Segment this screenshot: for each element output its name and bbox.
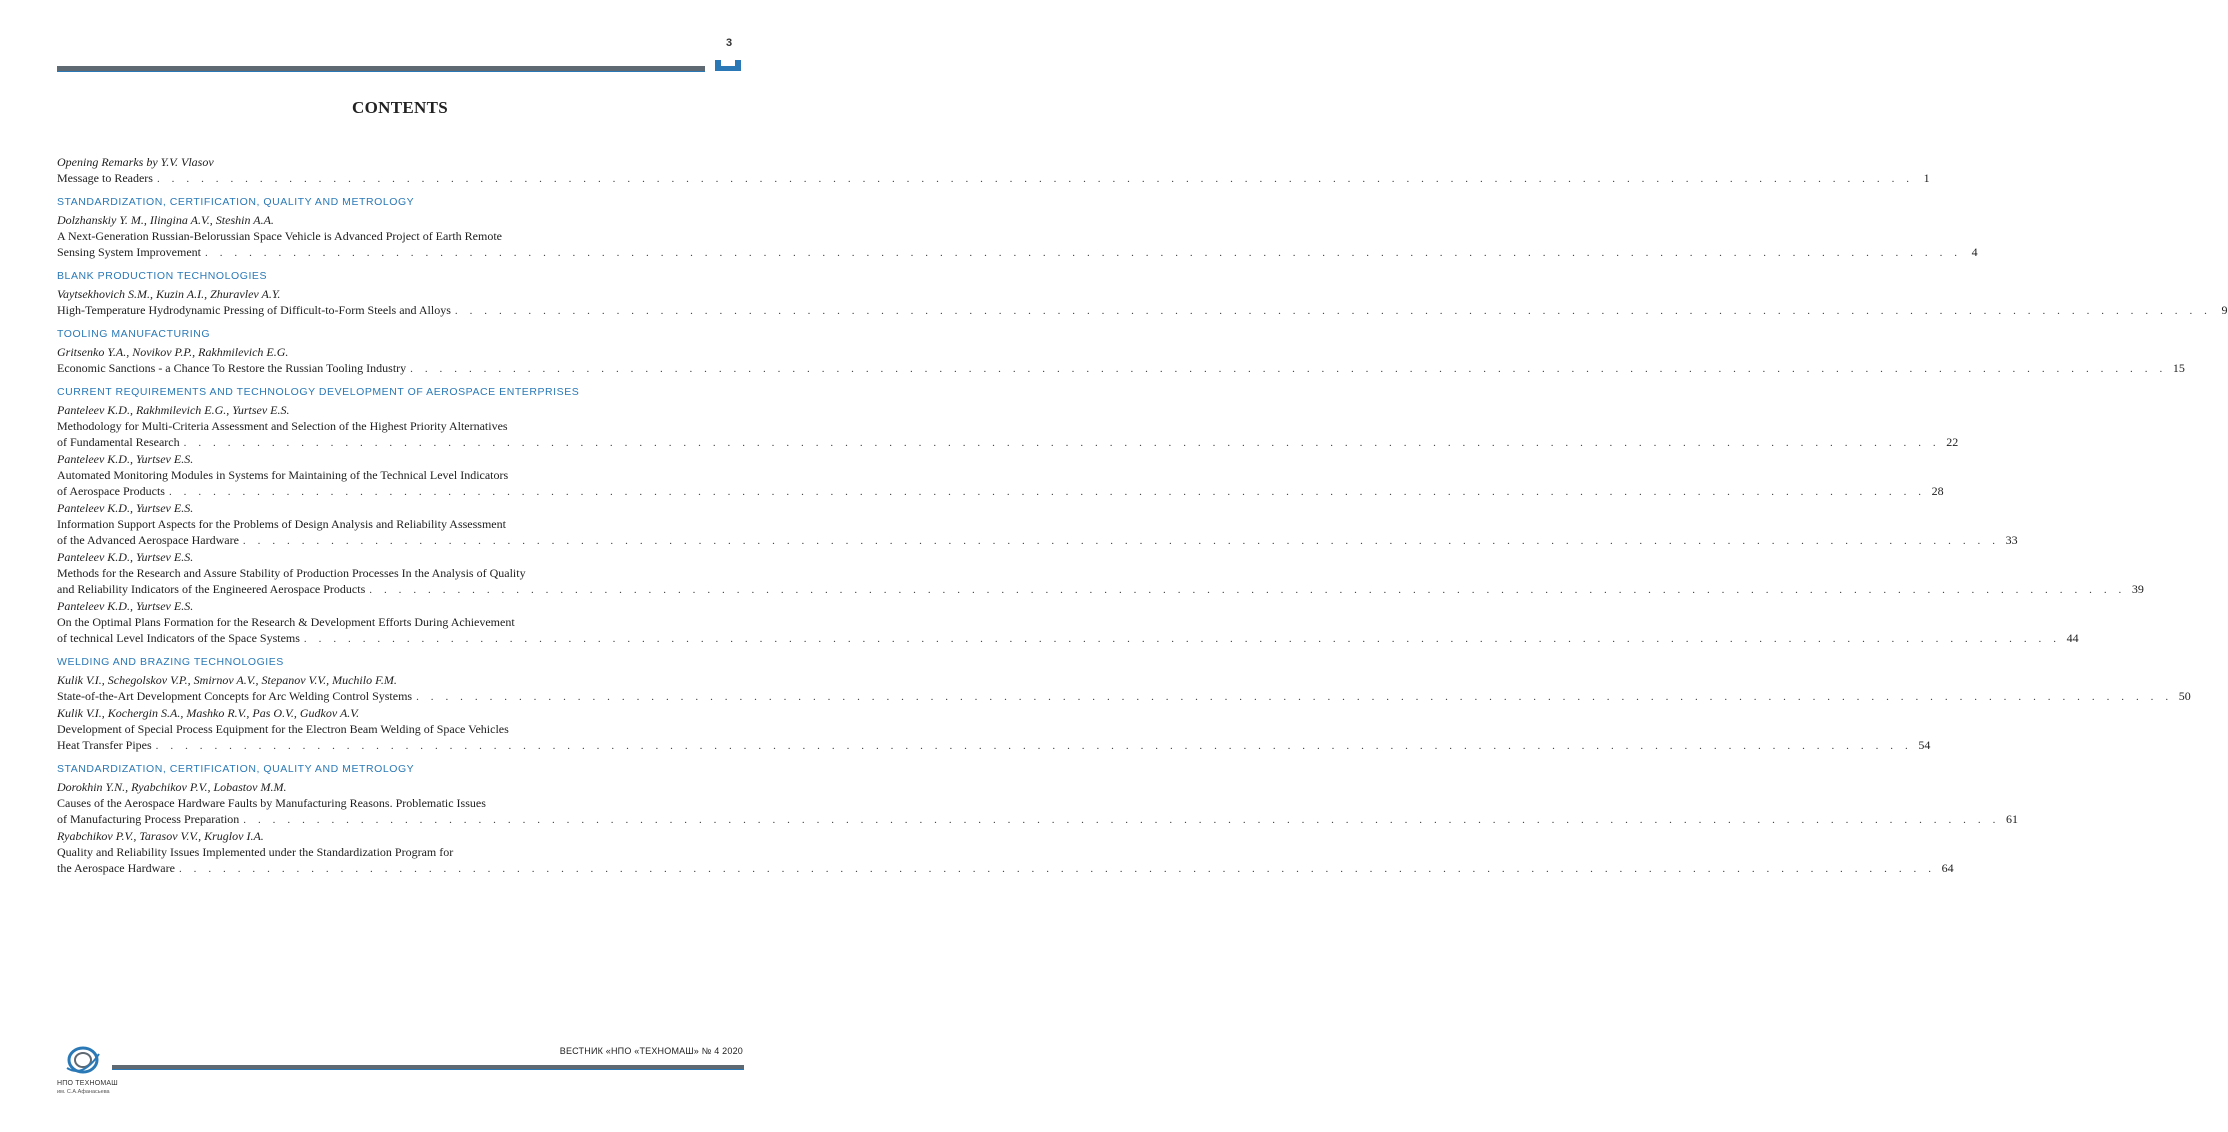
dot-leader: . . . . . . . . . . . . . . . . . . . . . . . . . . . . . . . . . . . . . . . . . . . . . . . . . . . . . . . . . . . . . . . . . . . . . . . . . . . . . . . . . . . . . . . . . . . . . . . . . . . . . . . . . . . . . . . . . . . . . . . . (183, 437, 1941, 449)
entry-authors: Opening Remarks by Y.V. Vlasov (57, 155, 214, 169)
logo-subtitle: им. С.А.Афанасьева (57, 1089, 110, 1095)
entry-title-text: Message to Readers (57, 171, 153, 185)
entry-title-line: Information Support Aspects for the Problems of Design Analysis and Reliability Assessment (57, 517, 506, 531)
entry-page-number: 28 (1931, 484, 1944, 498)
entry-title-text: Economic Sanctions - a Chance To Restore the Russian Tooling Industry (57, 361, 407, 375)
entry-title-text: of the Advanced Aerospace Hardware (57, 533, 239, 547)
entry-title (57, 228, 1978, 261)
toc-section (57, 327, 2185, 377)
entry-title (57, 688, 2191, 705)
entry-title-line: Quality and Reliability Issues Implemented under the Standardization Program for (57, 845, 454, 859)
page-title: CONTENTS (352, 98, 448, 117)
entry-page-number: 33 (2005, 533, 2018, 547)
dot-leader: . . . . . . . . . . . . . . . . . . . . . . . . . . . . . . . . . . . . . . . . . . . . . . . . . . . . . . . . . . . . . . . . . . . . . . . . . . . . . . . . . . . . . . . . . . . . . . . . . . . . . . . . . . . . . . . . . . . . . . . . (454, 305, 2212, 317)
entry-title-text: High-Temperature Hydrodynamic Pressing of Difficult-to-Form Steels and Alloys (57, 303, 451, 317)
entry-page-number: 4 (1971, 245, 1978, 259)
toc-entry[interactable] (57, 286, 2228, 319)
toc-entry[interactable] (57, 344, 2185, 377)
entry-page-number: 54 (1918, 738, 1931, 752)
entry-title-line (57, 434, 1959, 451)
entry-authors: Panteleev K.D., Yurtsev E.S. (57, 452, 194, 466)
entry-title-text: Heat Transfer Pipes (57, 738, 152, 752)
dot-leader: . . . . . . . . . . . . . . . . . . . . . . . . . . . . . . . . . . . . . . . . . . . . . . . . . . . . . . . . . . . . . . . . . . . . . . . . . . . . . . . . . . . . . . . . . . . . . . . . . . . . . . . . . . . . . . . . . . . . . . . . (168, 486, 1926, 498)
entry-title-line (57, 302, 2228, 319)
entry-page-number: 39 (2131, 582, 2144, 596)
section-heading: CURRENT REQUIREMENTS AND TECHNOLOGY DEVELOPMENT OF AEROSPACE ENTERPRISES (57, 386, 580, 398)
toc-entry[interactable] (57, 779, 2018, 828)
toc-entry[interactable] (57, 500, 2018, 549)
entry-title (57, 516, 2018, 549)
entry-page-number: 1 (1923, 171, 1930, 185)
entry-title-line (57, 811, 2018, 828)
logo-name: НПО ТЕХНОМАШ (57, 1080, 118, 1087)
entry-title-line (57, 170, 1930, 187)
journal-name: ВЕСТНИК «НПО «ТЕХНОМАШ» № 4 2020 (559, 1046, 743, 1056)
entry-title-line (57, 244, 1978, 261)
dot-leader: . . . . . . . . . . . . . . . . . . . . . . . . . . . . . . . . . . . . . . . . . . . . . . . . . . . . . . . . . . . . . . . . . . . . . . . . . . . . . . . . . . . . . . . . . . . . . . . . . . . . . . . . . . . . . . . . . . . . . . . . (205, 247, 1962, 259)
toc-section (57, 195, 1978, 261)
section-heading: STANDARDIZATION, CERTIFICATION, QUALITY AND METROLOGY (57, 763, 415, 775)
entry-title (57, 467, 1944, 500)
entry-authors: Kulik V.I., Schegolskov V.P., Smirnov A.V., Stepanov V.V., Muchilo F.M. (57, 673, 397, 687)
entry-title-line: A Next-Generation Russian-Belorussian Space Vehicle is Advanced Project of Earth Remote (57, 229, 502, 243)
entry-title-text: Sensing System Improvement (57, 245, 201, 259)
dot-leader: . . . . . . . . . . . . . . . . . . . . . . . . . . . . . . . . . . . . . . . . . . . . . . . . . . . . . . . . . . . . . . . . . . . . . . . . . . . . . . . . . . . . . . . . . . . . . . . . . . . . . . . . . . . . . . . . . . . . . . . . (242, 535, 2000, 547)
header-rule-accent (57, 71, 705, 72)
entry-page-number: 44 (2066, 631, 2079, 645)
entry-title (57, 360, 2185, 377)
toc-entry[interactable] (57, 402, 1959, 451)
toc-section (57, 269, 2228, 319)
entry-title-text: and Reliability Indicators of the Engineered Aerospace Products (57, 582, 366, 596)
entry-title-text: the Aerospace Hardware (57, 861, 175, 875)
entry-authors: Vaytsekhovich S.M., Kuzin A.I., Zhuravlev A.Y. (57, 287, 281, 301)
entry-title-line (57, 630, 2079, 647)
entry-title (57, 418, 1959, 451)
entry-page-number: 61 (2005, 812, 2018, 826)
entry-title-line: Methods for the Research and Assure Stability of Production Processes In the Analysis of Quality (57, 566, 526, 580)
entry-title-text: State-of-the-Art Development Concepts for Arc Welding Control Systems (57, 689, 413, 703)
entry-authors: Panteleev K.D., Yurtsev E.S. (57, 501, 194, 515)
toc-section (57, 385, 2144, 647)
entry-title-line (57, 860, 1954, 877)
entry-page-number: 9 (2221, 303, 2228, 317)
toc-entry[interactable] (57, 451, 1944, 500)
dot-leader: . . . . . . . . . . . . . . . . . . . . . . . . . . . . . . . . . . . . . . . . . . . . . . . . . . . . . . . . . . . . . . . . . . . . . . . . . . . . . . . . . . . . . . . . . . . . . . . . . . . . . . . . . . . . . . . . . . . . . . . . (303, 633, 2061, 645)
toc-section (57, 154, 1930, 187)
entry-title-line: Causes of the Aerospace Hardware Faults by Manufacturing Reasons. Problematic Issues (57, 796, 486, 810)
entry-page-number: 64 (1941, 861, 1954, 875)
entry-title (57, 721, 1931, 754)
toc-entry[interactable] (57, 154, 1930, 187)
dot-leader: . . . . . . . . . . . . . . . . . . . . . . . . . . . . . . . . . . . . . . . . . . . . . . . . . . . . . . . . . . . . . . . . . . . . . . . . . . . . . . . . . . . . . . . . . . . . . . . . . . . . . . . . . . . . . . . . . . . . . . . . (369, 584, 2126, 596)
page-number: 3 (725, 37, 733, 49)
entry-title-line (57, 688, 2191, 705)
entry-title-line (57, 483, 1944, 500)
entry-title-text: of Fundamental Research (57, 435, 180, 449)
entry-title-line: On the Optimal Plans Formation for the Research & Development Efforts During Achievement (57, 615, 515, 629)
toc-entry[interactable] (57, 549, 2144, 598)
page-tab-icon (713, 58, 743, 74)
toc-section (57, 762, 2018, 877)
dot-leader: . . . . . . . . . . . . . . . . . . . . . . . . . . . . . . . . . . . . . . . . . . . . . . . . . . . . . . . . . . . . . . . . . . . . . . . . . . . . . . . . . . . . . . . . . . . . . . . . . . . . . . . . . . . . . . . . . . . . . . . . (156, 173, 1914, 185)
toc-entry[interactable] (57, 828, 1954, 877)
entry-authors: Gritsenko Y.A., Novikov P.P., Rakhmilevich E.G. (57, 345, 289, 359)
entry-page-number: 50 (2178, 689, 2191, 703)
entry-title-line (57, 360, 2185, 377)
entry-authors: Dolzhanskiy Y. M., Ilingina A.V., Steshin A.A. (57, 213, 274, 227)
entry-authors: Ryabchikov P.V., Tarasov V.V., Kruglov I.A. (57, 829, 264, 843)
entry-authors: Panteleev K.D., Yurtsev E.S. (57, 550, 194, 564)
toc-entry[interactable] (57, 598, 2079, 647)
entry-authors: Dorokhin Y.N., Ryabchikov P.V., Lobastov M.M. (57, 780, 287, 794)
entry-title (57, 170, 1930, 187)
entry-title-text: of Aerospace Products (57, 484, 165, 498)
entry-title-line: Methodology for Multi-Criteria Assessment and Selection of the Highest Priority Alternatives (57, 419, 508, 433)
entry-title (57, 565, 2144, 598)
toc-section (57, 655, 2191, 754)
dot-leader: . . . . . . . . . . . . . . . . . . . . . . . . . . . . . . . . . . . . . . . . . . . . . . . . . . . . . . . . . . . . . . . . . . . . . . . . . . . . . . . . . . . . . . . . . . . . . . . . . . . . . . . . . . . . . . . . . . . . . . . . (243, 814, 2000, 826)
entry-title-line (57, 581, 2144, 598)
dot-leader: . . . . . . . . . . . . . . . . . . . . . . . . . . . . . . . . . . . . . . . . . . . . . . . . . . . . . . . . . . . . . . . . . . . . . . . . . . . . . . . . . . . . . . . . . . . . . . . . . . . . . . . . . . . . . . . . . . . . . . . . (155, 740, 1913, 752)
entry-title-line: Development of Special Process Equipment for the Electron Beam Welding of Space Vehicles (57, 722, 509, 736)
table-of-contents (57, 154, 2228, 880)
entry-title (57, 302, 2228, 319)
toc-entry[interactable] (57, 705, 1931, 754)
section-heading: BLANK PRODUCTION TECHNOLOGIES (57, 270, 268, 282)
toc-entry[interactable] (57, 212, 1978, 261)
entry-authors: Panteleev K.D., Yurtsev E.S. (57, 599, 194, 613)
toc-entry[interactable] (57, 672, 2191, 705)
footer-rule-accent (112, 1069, 744, 1070)
entry-title-line (57, 737, 1931, 754)
entry-title (57, 614, 2079, 647)
entry-page-number: 22 (1946, 435, 1959, 449)
entry-title (57, 795, 2018, 828)
dot-leader: . . . . . . . . . . . . . . . . . . . . . . . . . . . . . . . . . . . . . . . . . . . . . . . . . . . . . . . . . . . . . . . . . . . . . . . . . . . . . . . . . . . . . . . . . . . . . . . . . . . . . . . . . . . . . . . . . . . . . . . . (178, 863, 1936, 875)
entry-title-text: of technical Level Indicators of the Space Systems (57, 631, 300, 645)
entry-page-number: 15 (2172, 361, 2185, 375)
entry-authors: Panteleev K.D., Rakhmilevich E.G., Yurtsev E.S. (57, 403, 290, 417)
section-heading: TOOLING MANUFACTURING (57, 328, 211, 340)
section-heading: WELDING AND BRAZING TECHNOLOGIES (57, 656, 284, 668)
entry-title-line: Automated Monitoring Modules in Systems for Maintaining of the Technical Level Indicators (57, 468, 509, 482)
section-heading: STANDARDIZATION, CERTIFICATION, QUALITY AND METROLOGY (57, 196, 415, 208)
entry-title-text: of Manufacturing Process Preparation (57, 812, 240, 826)
entry-authors: Kulik V.I., Kochergin S.A., Mashko R.V., Pas O.V., Gudkov A.V. (57, 706, 360, 720)
dot-leader: . . . . . . . . . . . . . . . . . . . . . . . . . . . . . . . . . . . . . . . . . . . . . . . . . . . . . . . . . . . . . . . . . . . . . . . . . . . . . . . . . . . . . . . . . . . . . . . . . . . . . . . . . . . . . . . . . . . . . . . . (416, 691, 2173, 703)
dot-leader: . . . . . . . . . . . . . . . . . . . . . . . . . . . . . . . . . . . . . . . . . . . . . . . . . . . . . . . . . . . . . . . . . . . . . . . . . . . . . . . . . . . . . . . . . . . . . . . . . . . . . . . . . . . . . . . . . . . . . . . . (410, 363, 2167, 375)
entry-title (57, 844, 1954, 877)
entry-title-line (57, 532, 2018, 549)
